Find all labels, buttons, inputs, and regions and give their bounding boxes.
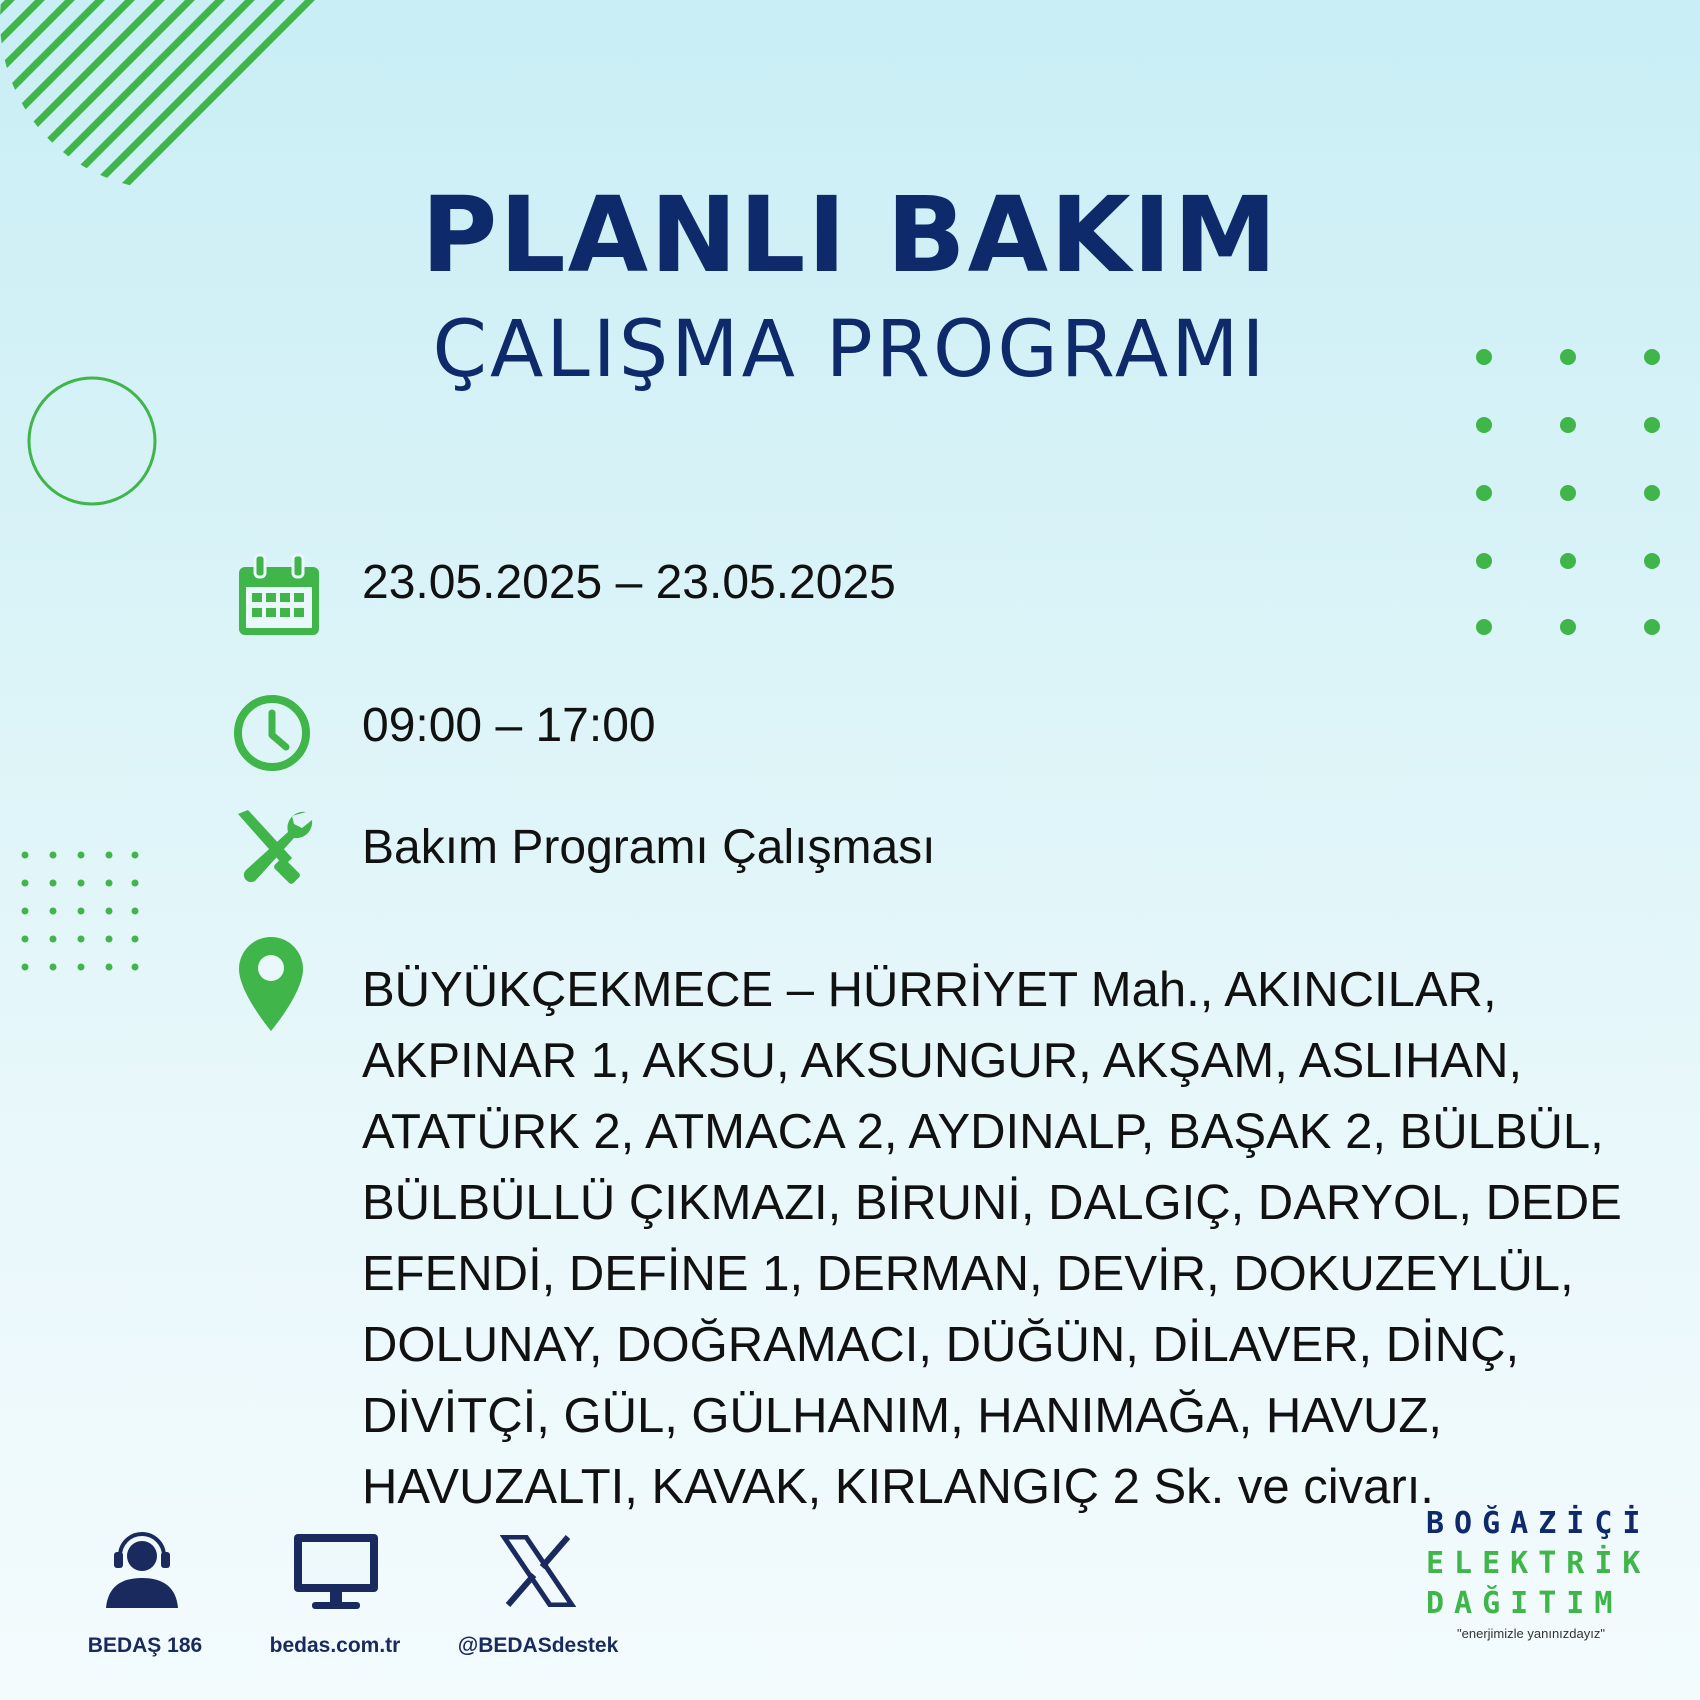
tools-icon (232, 808, 314, 886)
website-link[interactable]: bedas.com.tr (269, 1634, 401, 1657)
clock-icon (232, 693, 312, 773)
date-range: 23.05.2025 – 23.05.2025 (362, 556, 896, 609)
logo-line-1: BOĞAZİÇİ (1426, 1506, 1651, 1541)
logo-line-2: ELEKTRİK (1426, 1546, 1651, 1581)
x-social-icon (500, 1535, 576, 1607)
location-pin-icon (236, 935, 306, 1035)
location-list: BÜYÜKÇEKMECE – HÜRRİYET Mah., AKINCILAR, AKPINAR 1, AKSU, AKSUNGUR, AKŞAM, ASLIHAN, ATATÜRK 2, ATMACA 2, AYDINALP, BAŞAK 2, BÜLBÜL, BÜLBÜLLÜ ÇIKMAZI, BİRUNİ, DALGIÇ, DARYOL, DEDE EFENDİ, DEFİNE 1, DERMAN, DEVİR, DOKUZEYLÜL, DOLUNAY, DOĞRAMACI, DÜĞÜN, DİLAVER, DİNÇ, DİVİTÇİ, GÜL, GÜLHANIM, HANIMAĞA, HAVUZ, HAVUZALTI, KAVAK, KIRLANGIÇ 2 Sk. ve civarı. (362, 963, 1622, 1514)
calendar-icon (235, 553, 323, 639)
logo-slogan: "enerjimizle yanınızdayız" (1457, 1626, 1605, 1641)
page-title: PLANLI BAKIM (421, 174, 1279, 296)
website-monitor-icon (290, 1532, 382, 1610)
time-range: 09:00 – 17:00 (362, 699, 656, 752)
logo-line-3: DAĞITIM (1426, 1586, 1623, 1621)
page-subtitle: ÇALIŞMA PROGRAMI (432, 305, 1268, 395)
decorative-dot-grid-left (15, 845, 145, 980)
company-logo (1426, 1504, 1656, 1641)
call-center-icon (102, 1530, 182, 1610)
social-handle[interactable]: @BEDASdestek (457, 1634, 619, 1657)
phone-label: BEDAŞ 186 (87, 1634, 203, 1657)
work-type: Bakım Programı Çalışması (362, 821, 936, 874)
